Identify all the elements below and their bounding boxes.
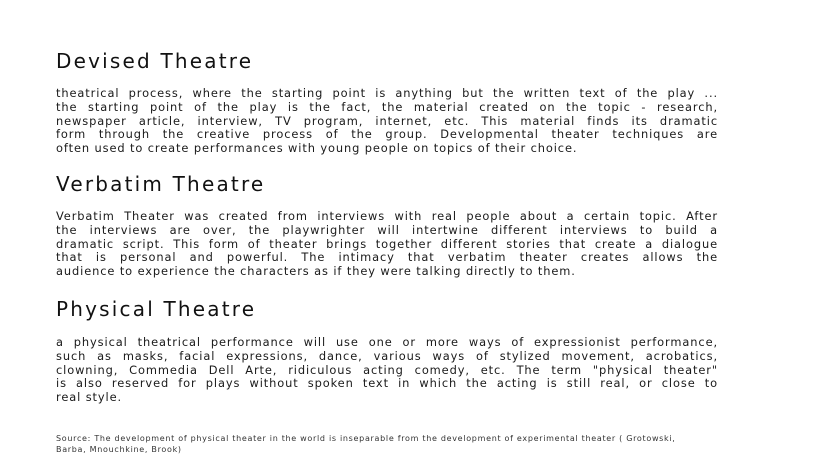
paragraph-line: newspaper article, interview, TV program, internet, etc. This material finds its dramatic <box>56 113 718 128</box>
verbatim-theatre-heading: Verbatim Theatre <box>56 172 266 196</box>
paragraph-line: often used to create performances with young people on topics of their choice. <box>56 141 578 156</box>
paragraph-line: real style. <box>56 390 123 405</box>
source-note <box>56 434 736 455</box>
paragraph-line: the interviews are over, the playwrighter will intertwine different interviews to build a <box>56 222 718 237</box>
physical-theatre-paragraph <box>56 336 718 405</box>
source-line: Source: The development of physical theater in the world is inseparable from the development of experimental theater ( Grotowski, <box>56 434 676 443</box>
verbatim-theatre-paragraph <box>56 210 718 279</box>
paragraph-line: is also reserved for plays without spoken text in which the acting is still real, or close to <box>56 376 718 391</box>
source-line: Barba, Mnouchkine, Brook) <box>56 444 182 454</box>
paragraph-line: theatrical process, where the starting point is anything but the written text of the play ... <box>56 86 718 100</box>
paragraph-line: Verbatim Theater was created from interviews with real people about a certain topic. After <box>56 209 718 223</box>
paragraph-line: clowning, Commedia Dell Arte, ridiculous acting comedy, etc. The term "physical theater" <box>56 362 718 377</box>
section-verbatim-theatre <box>56 171 718 279</box>
paragraph-line: such as masks, facial expressions, dance, various ways of stylized movement, acrobatics, <box>56 348 718 363</box>
physical-theatre-heading: Physical Theatre <box>56 297 257 321</box>
devised-theatre-heading: Devised Theatre <box>56 49 254 73</box>
paragraph-line: a physical theatrical performance will use one or more ways of expressionist performance, <box>56 335 718 349</box>
paragraph-line: dramatic script. This form of theater brings together different stories that create a dialogue <box>56 236 718 251</box>
section-devised-theatre <box>56 48 718 156</box>
paragraph-line: form through the creative process of the group. Developmental theater techniques are <box>56 127 718 142</box>
devised-theatre-paragraph <box>56 87 718 156</box>
paragraph-line: audience to experience the characters as if they were talking directly to them. <box>56 264 576 279</box>
section-physical-theatre <box>56 296 718 405</box>
paragraph-line: the starting point of the play is the fact, the material created on the topic - research, <box>56 99 718 114</box>
paragraph-line: that is personal and powerful. The intimacy that verbatim theater creates allows the <box>56 250 718 265</box>
